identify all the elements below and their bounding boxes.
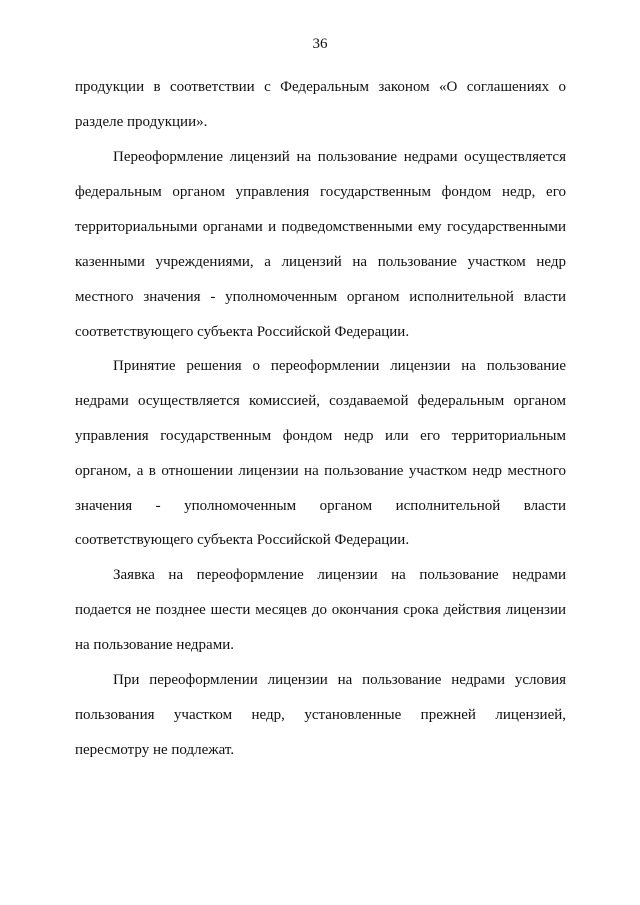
text-line: органом, а в отношении лицензии на пользование участком недр местного: [75, 463, 566, 479]
text-line: соответствующего субъекта Российской Федерации.: [75, 324, 410, 340]
text-line: Принятие решения о переоформлении лицензии на пользование: [113, 358, 566, 374]
text-line: пользования участком недр, установленные прежней лицензией,: [75, 707, 566, 723]
text-line: подается не позднее шести месяцев до окончания срока действия лицензии: [75, 602, 566, 618]
text-line: на пользование недрами.: [75, 637, 234, 653]
text-line: недрами осуществляется комиссией, создаваемой федеральным органом: [75, 393, 566, 409]
text-line: местного значения - уполномоченным органом исполнительной власти: [75, 289, 566, 305]
text-line: значения - уполномоченным органом исполнительной власти: [75, 498, 566, 514]
text-line: казенными учреждениями, а лицензий на пользование участком недр: [75, 254, 566, 270]
page-number: 36: [312, 36, 328, 52]
text-line: продукции в соответствии с Федеральным законом «О соглашениях о: [75, 79, 566, 95]
text-line: пересмотру не подлежат.: [75, 742, 235, 758]
text-line: территориальными органами и подведомственными ему государственными: [75, 219, 566, 235]
text-line: разделе продукции».: [75, 114, 208, 130]
text-line: федеральным органом управления государственным фондом недр, его: [75, 184, 566, 200]
text-line: Заявка на переоформление лицензии на пользование недрами: [113, 567, 566, 583]
text-line: соответствующего субъекта Российской Федерации.: [75, 532, 410, 548]
text-line: управления государственным фондом недр или его территориальным: [75, 428, 566, 444]
text-line: Переоформление лицензий на пользование недрами осуществляется: [113, 149, 566, 165]
text-line: При переоформлении лицензии на пользование недрами условия: [113, 672, 566, 688]
